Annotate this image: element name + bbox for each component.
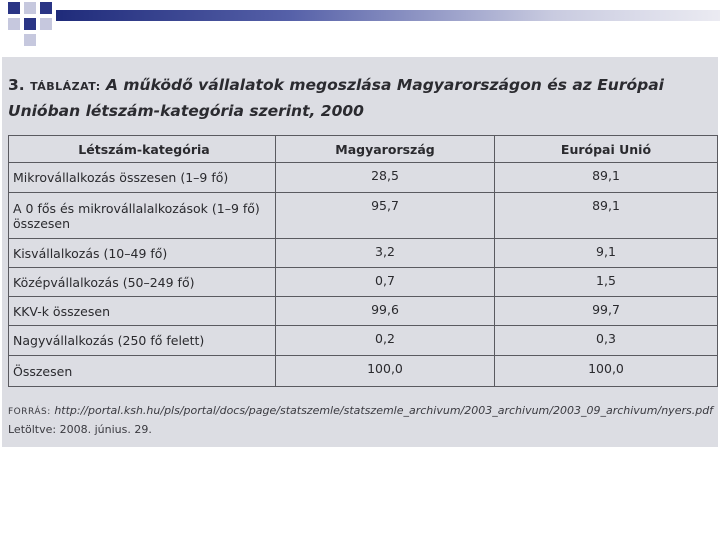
deco-square [40, 2, 52, 14]
header-gradient-bar [56, 10, 720, 21]
row-hungary-value: 99,6 [276, 297, 495, 326]
table-header-row [9, 136, 718, 163]
row-category: Nagyvállalkozás (250 fő felett) [9, 326, 276, 356]
row-eu-value: 100,0 [495, 356, 718, 387]
source-url: http://portal.ksh.hu/pls/portal/docs/page/statszemle/statszemle_archivum/2003_archivum/2003_09_archivum/nyers.pdf [54, 404, 714, 417]
table-tag: TÁBLÁZAT: [30, 80, 101, 93]
deco-square [24, 18, 36, 30]
source-note [8, 402, 716, 438]
header-hungary: Magyarország [276, 136, 495, 163]
row-category: Összesen [9, 356, 276, 387]
row-eu-value: 99,7 [495, 297, 718, 326]
row-eu-value: 89,1 [495, 193, 718, 239]
header-eu: Európai Unió [495, 136, 718, 163]
data-table [8, 135, 718, 387]
row-eu-value: 0,3 [495, 326, 718, 356]
source-label: FORRÁS: [8, 407, 51, 417]
table-title [8, 73, 712, 123]
deco-square [8, 2, 20, 14]
header-category: Létszám-kategória [9, 136, 276, 163]
table-title-text: A működő vállalatok megoszlása Magyarországon és az Európai Unióban létszám-kategória szerint, 2000 [8, 76, 664, 120]
table-row [9, 163, 718, 193]
scanned-table-image [2, 57, 718, 447]
deco-square [8, 18, 20, 30]
table-row [9, 326, 718, 356]
row-category: Kisvállalkozás (10–49 fő) [9, 239, 276, 268]
row-category: Középvállalkozás (50–249 fő) [9, 268, 276, 297]
row-category: Mikrovállalkozás összesen (1–9 fő) [9, 163, 276, 193]
deco-square [24, 34, 36, 46]
table-row [9, 193, 718, 239]
row-hungary-value: 95,7 [276, 193, 495, 239]
row-hungary-value: 3,2 [276, 239, 495, 268]
table-row [9, 297, 718, 326]
row-hungary-value: 28,5 [276, 163, 495, 193]
row-eu-value: 9,1 [495, 239, 718, 268]
row-eu-value: 89,1 [495, 163, 718, 193]
row-category: KKV-k összesen [9, 297, 276, 326]
row-hungary-value: 0,7 [276, 268, 495, 297]
row-eu-value: 1,5 [495, 268, 718, 297]
table-row [9, 268, 718, 297]
deco-square [24, 2, 36, 14]
table-row [9, 239, 718, 268]
deco-square [40, 18, 52, 30]
row-hungary-value: 100,0 [276, 356, 495, 387]
row-category: A 0 fős és mikrovállalalkozások (1–9 fő) összesen [9, 193, 276, 239]
source-downloaded: Letöltve: 2008. június. 29. [8, 423, 152, 436]
table-number: 3. [8, 76, 25, 94]
slide-decoration [0, 0, 720, 50]
table-row [9, 356, 718, 387]
row-hungary-value: 0,2 [276, 326, 495, 356]
